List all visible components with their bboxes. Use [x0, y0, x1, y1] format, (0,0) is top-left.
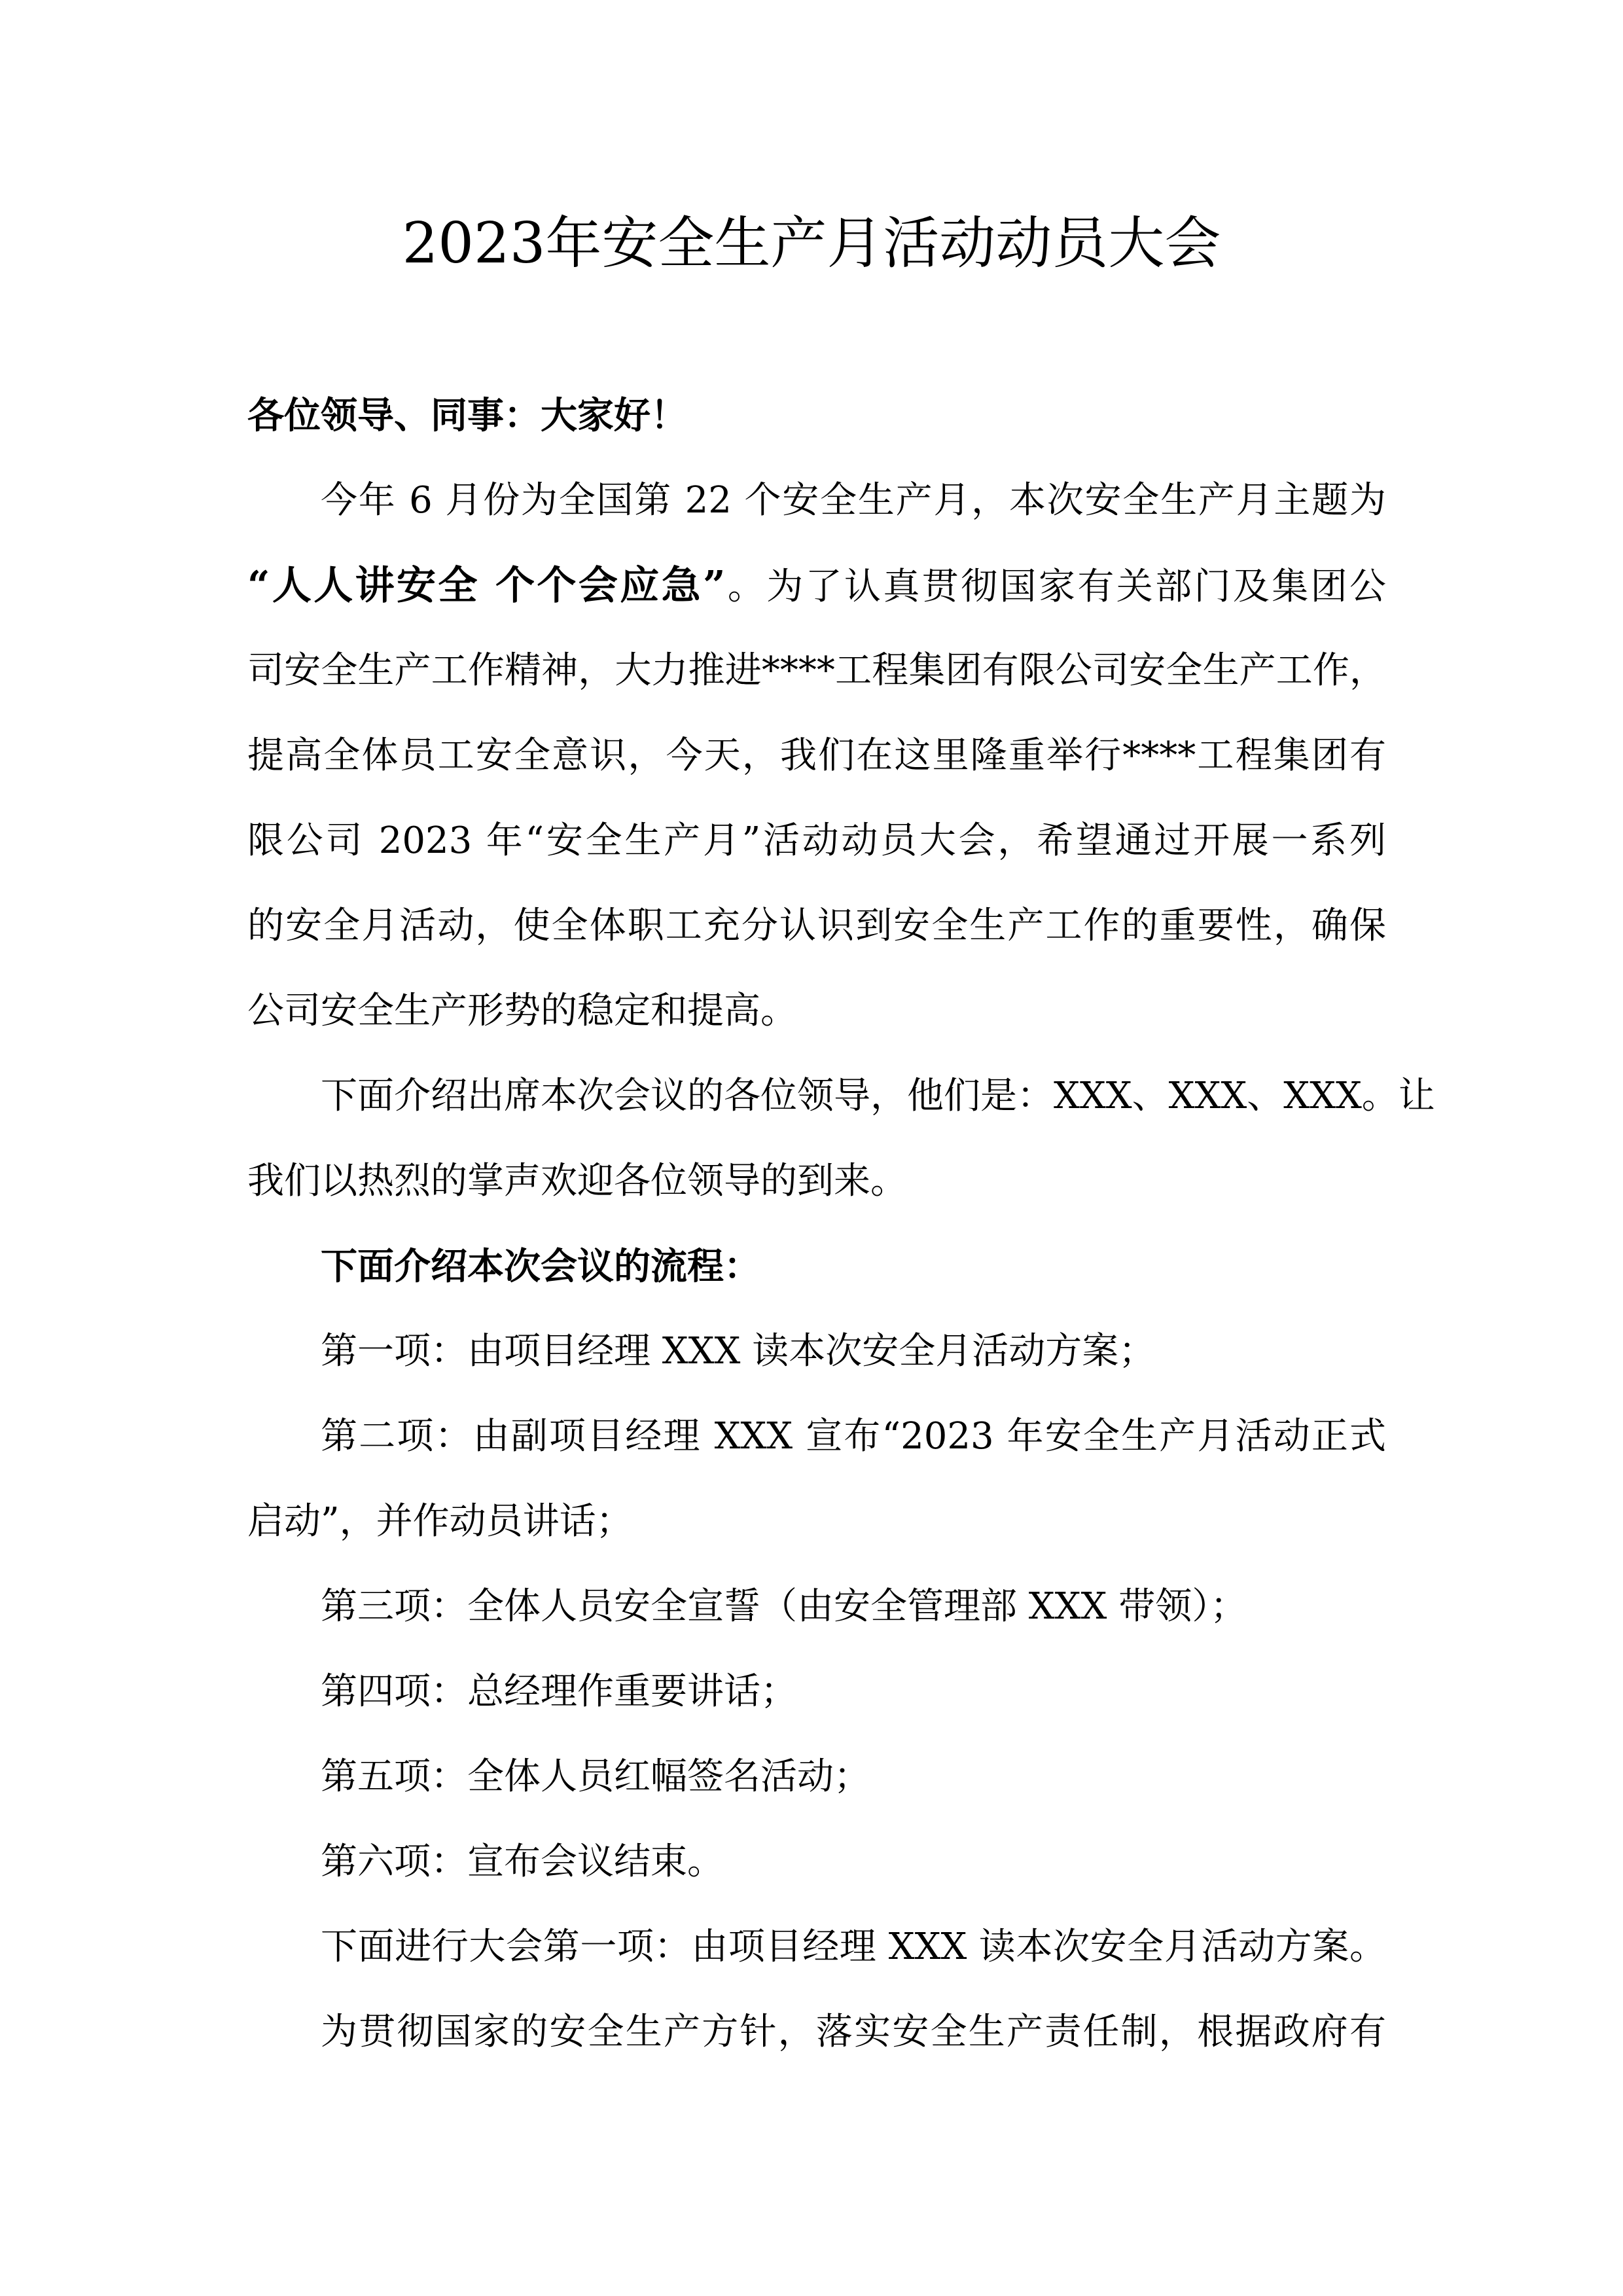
greeting: 各位领导、同事：大家好！: [247, 394, 687, 437]
agenda-item-6: 第六项：宣布会议结束。: [321, 1840, 724, 1883]
intro-line-6: 的安全月活动，使全体职工充分认识到安全生产工作的重要性，确保: [247, 905, 1386, 947]
agenda-item-2-line-2: 启动”，并作动员讲话；: [247, 1500, 633, 1543]
agenda-item-1: 第一项：由项目经理 XXX 读本次安全月活动方案；: [321, 1330, 1156, 1372]
proceed-line: 下面进行大会第一项：由项目经理 XXX 读本次安全月活动方案。: [321, 1926, 1386, 1968]
agenda-item-5: 第五项：全体人员红幅签名活动；: [321, 1755, 870, 1798]
intro-line-5: 限公司 2023 年“安全生产月”活动动员大会，希望通过开展一系列: [247, 819, 1386, 862]
intro-line-2-rest: 。为了认真贯彻国家有关部门及集团公: [725, 565, 1386, 608]
intro-line-4: 提高全体员工安全意识，今天，我们在这里隆重举行****工程集团有: [247, 734, 1386, 777]
intro-line-1: 今年 6 月份为全国第 22 个安全生产月，本次安全生产月主题为: [321, 479, 1386, 522]
document-body: [247, 373, 1435, 2075]
intro-line-3: 司安全生产工作精神，大力推进****工程集团有限公司安全生产工作，: [247, 649, 1386, 692]
document-title: 2023年安全生产月活动动员大会: [402, 211, 1221, 276]
agenda-item-4: 第四项：总经理作重要讲话；: [321, 1670, 797, 1713]
leaders-line-1: 下面介绍出席本次会议的各位领导，他们是：XXX、XXX、XXX。让: [321, 1075, 1435, 1117]
agenda-item-2-line-1: 第二项：由副项目经理 XXX 宣布“2023 年安全生产月活动正式: [321, 1415, 1386, 1458]
final-line: 为贯彻国家的安全生产方针，落实安全生产责任制，根据政府有: [321, 2011, 1386, 2053]
intro-line-7: 公司安全生产形势的稳定和提高。: [247, 990, 797, 1032]
leaders-line-2: 我们以热烈的掌声欢迎各位领导的到来。: [247, 1160, 907, 1202]
intro-line-2: [247, 543, 1386, 628]
agenda-item-3: 第三项：全体人员安全宣誓（由安全管理部 XXX 带领）；: [321, 1585, 1247, 1628]
theme-slogan: “人人讲安全 个个会应急”: [247, 563, 726, 609]
agenda-heading: 下面介绍本次会议的流程：: [321, 1245, 760, 1288]
